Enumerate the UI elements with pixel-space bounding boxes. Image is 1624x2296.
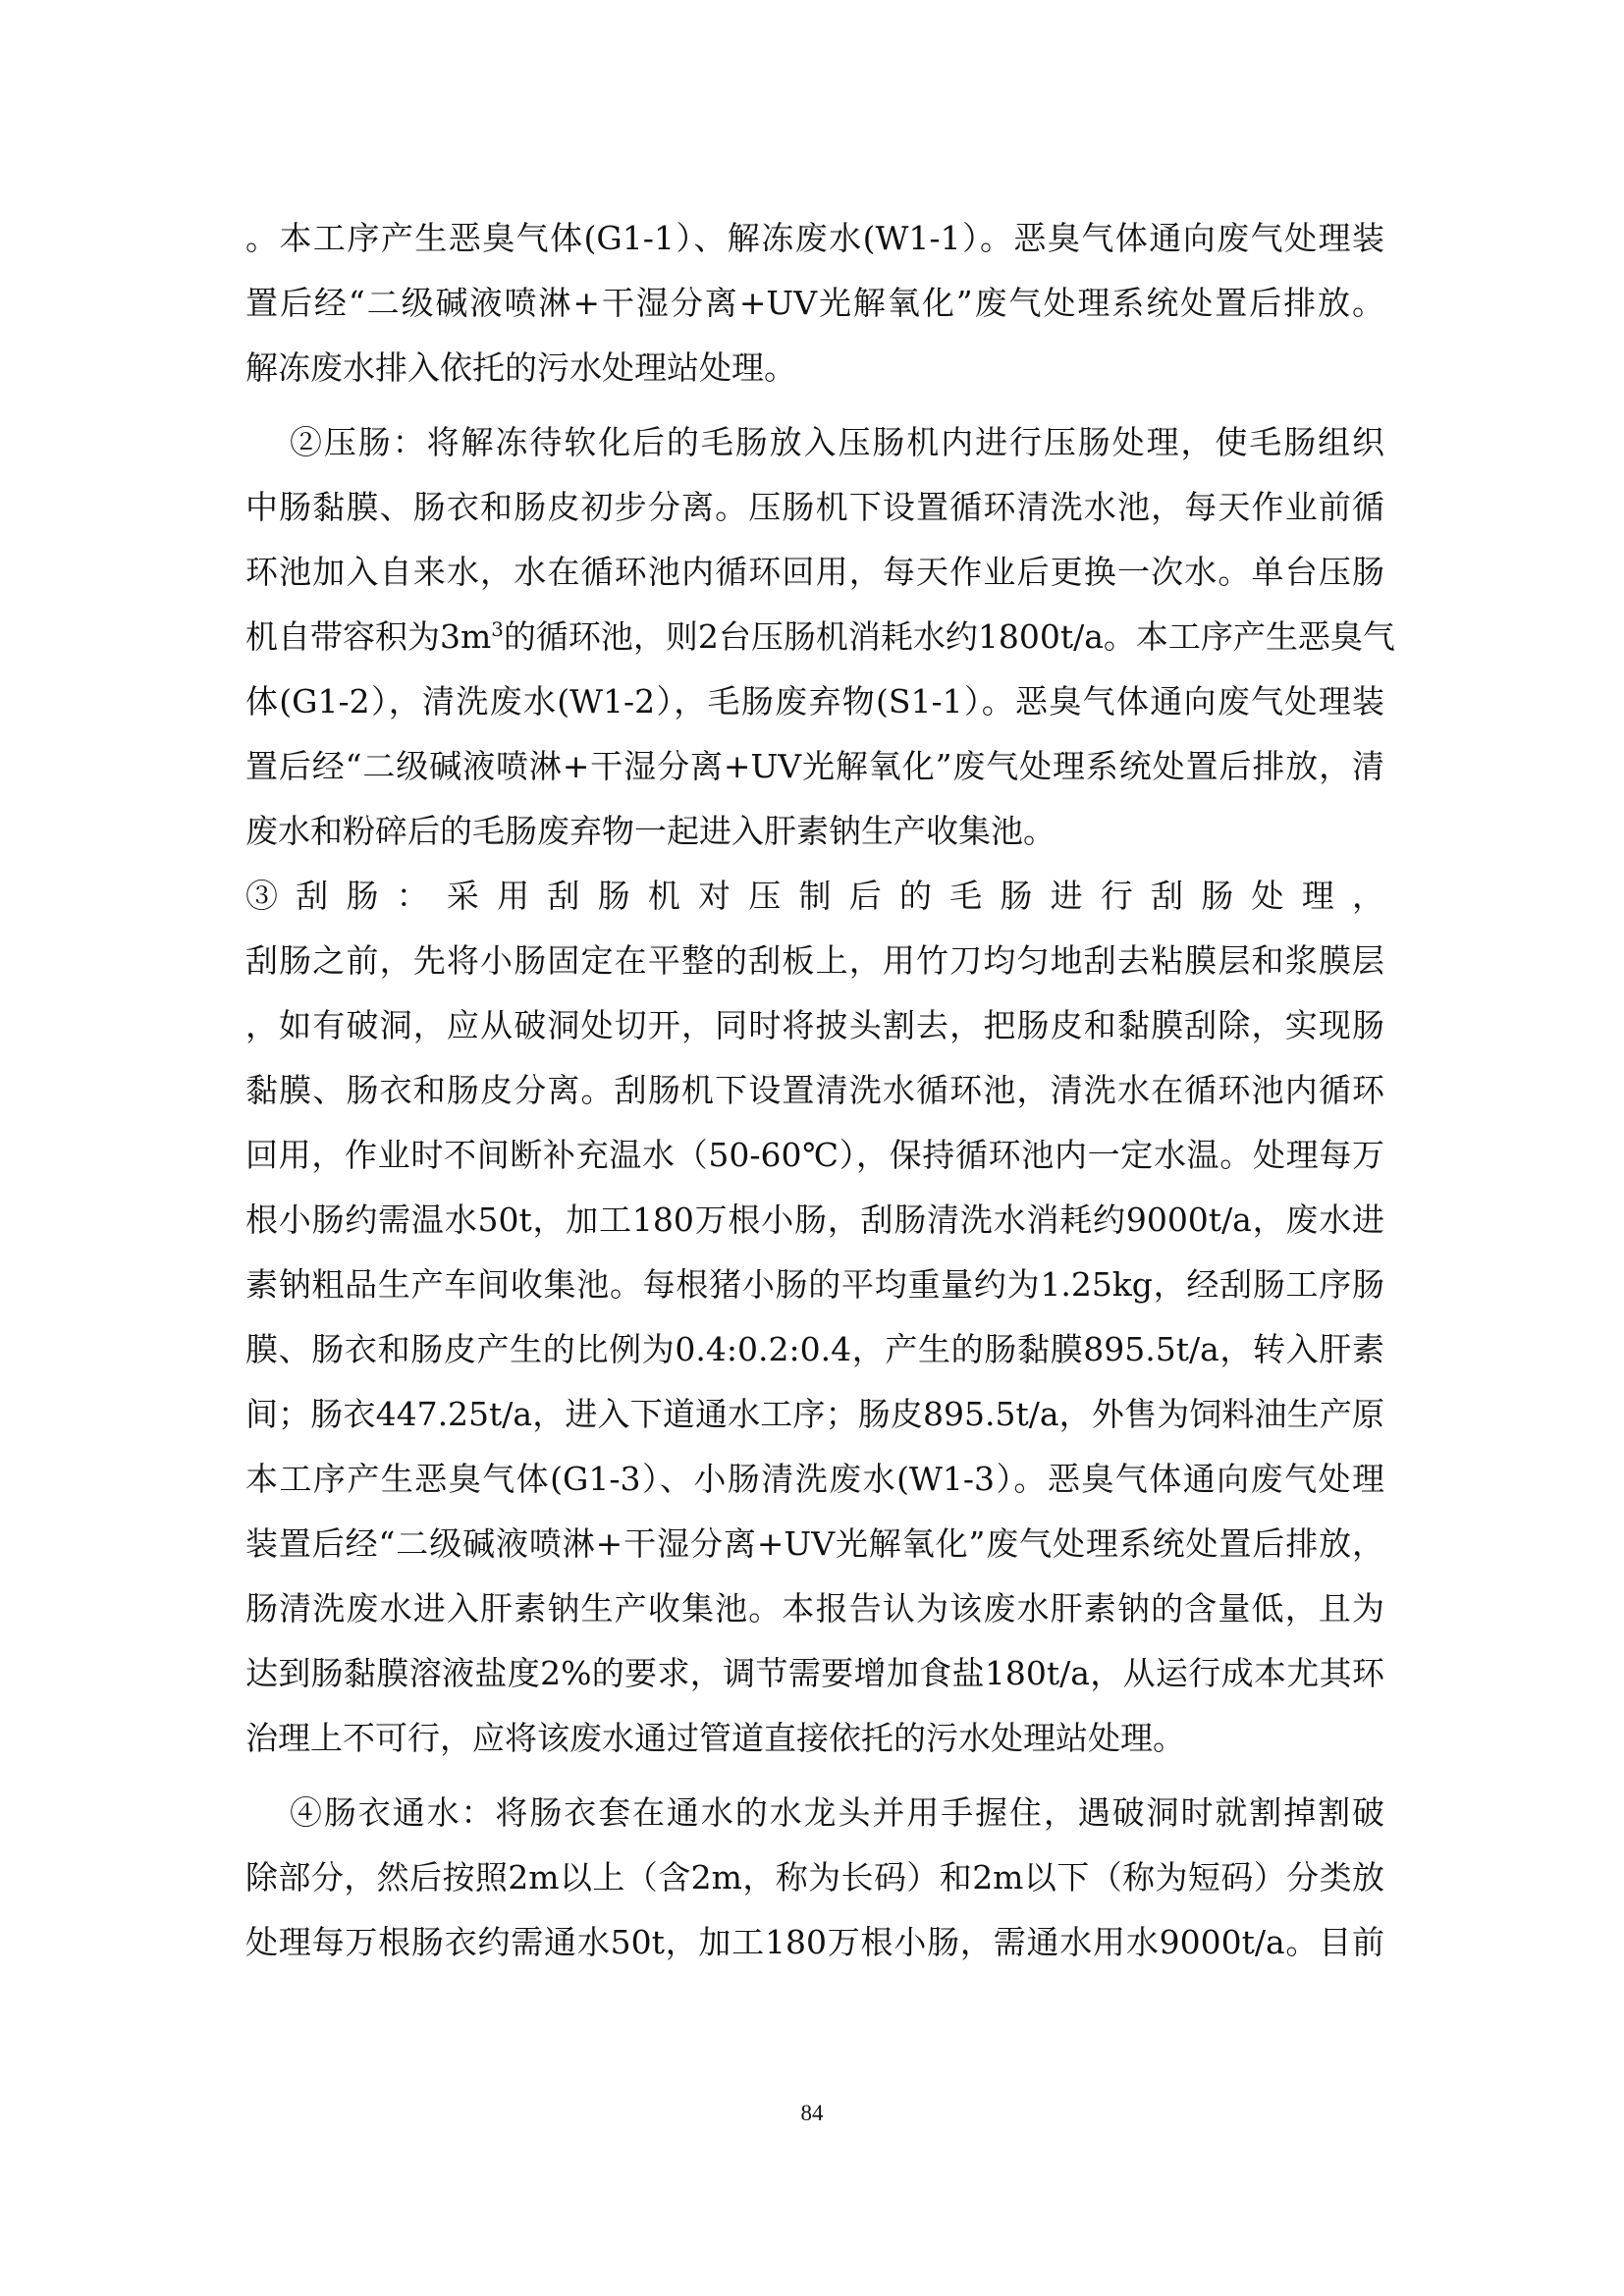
superscript-exponent: 3 bbox=[491, 618, 504, 641]
text-line-with-superscript bbox=[245, 605, 1395, 669]
text-line: 环池加入自来水，水在循环池内循环回用，每天作业后更换一次水。单台压肠 bbox=[245, 553, 1384, 591]
text-line: ，如有破洞，应从破洞处切开，同时将披头割去，把肠皮和黏膜刮除，实现肠 bbox=[245, 1006, 1384, 1044]
text-line: 装置后经“二级碱液喷淋+干湿分离+UV光解氧化”废气处理系统处置后排放， bbox=[245, 1524, 1384, 1563]
text-line: 置后经“二级碱液喷淋+干湿分离+UV光解氧化”废气处理系统处置后排放，清 bbox=[245, 747, 1384, 785]
paragraph-continued bbox=[245, 206, 1384, 400]
text-line: 置后经“二级碱液喷淋+干湿分离+UV光解氧化”废气处理系统处置后排放。 bbox=[245, 284, 1384, 322]
text-segment: 机自带容积为3m bbox=[245, 617, 492, 656]
text-line: 黏膜、肠衣和肠皮分离。刮肠机下设置清洗水循环池，清洗水在循环池内循环 bbox=[245, 1071, 1384, 1109]
page-number: 84 bbox=[800, 2101, 824, 2125]
text-line: ③ 刮 肠 ： 采 用 刮 肠 机 对 压 制 后 的 毛 肠 进 行 刮 肠 处 理 ， bbox=[245, 877, 1384, 915]
text-line: 膜、肠衣和肠皮产生的比例为0.4:0.2:0.4，产生的肠黏膜895.5t/a，转入肝素 bbox=[245, 1330, 1384, 1368]
text-line: 除部分，然后按照2m以上（含2m，称为长码）和2m以下（称为短码）分类放 bbox=[245, 1858, 1384, 1896]
paragraph-scrape-intestine bbox=[245, 864, 1384, 1771]
text-line: 处理每万根肠衣约需通水50t，加工180万根小肠，需通水用水9000t/a。目前 bbox=[245, 1923, 1384, 1961]
text-line: 间；肠衣447.25t/a，进入下道通水工序；肠皮895.5t/a，外售为饲料油生产原 bbox=[245, 1395, 1384, 1433]
text-segment: 的循环池，则2台压肠机消耗水约1800t/a。本工序产生恶臭气 bbox=[503, 617, 1395, 656]
text-line: 本工序产生恶臭气体(G1-3）、小肠清洗废水(W1-3）。恶臭气体通向废气处理 bbox=[245, 1460, 1384, 1498]
text-line: 刮肠之前，先将小肠固定在平整的刮板上，用竹刀均匀地刮去粘膜层和浆膜层 bbox=[245, 941, 1384, 980]
text-line: 治理上不可行，应将该废水通过管道直接依托的污水处理站处理。 bbox=[245, 1719, 1185, 1757]
text-line: 根小肠约需温水50t，加工180万根小肠，刮肠清洗水消耗约9000t/a，废水进 bbox=[245, 1201, 1384, 1239]
text-line: 废水和粉碎后的毛肠废弃物一起进入肝素钠生产收集池。 bbox=[245, 812, 1056, 850]
paragraph-press-intestine bbox=[245, 410, 1395, 864]
text-line: 中肠黏膜、肠衣和肠皮初步分离。压肠机下设置循环清洗水池，每天作业前循 bbox=[245, 488, 1384, 526]
paragraph-casing-flush bbox=[245, 1781, 1384, 1975]
text-line: ④肠衣通水：将肠衣套在通水的水龙头并用手握住，遇破洞时就割掉割破 bbox=[290, 1793, 1384, 1832]
text-line: 肠清洗废水进入肝素钠生产收集池。本报告认为该废水肝素钠的含量低，且为 bbox=[245, 1589, 1384, 1628]
text-line: 解冻废水排入依托的污水处理站处理。 bbox=[245, 348, 796, 387]
text-line: 素钠粗品生产车间收集池。每根猪小肠的平均重量约为1.25kg，经刮肠工序肠 bbox=[245, 1265, 1384, 1304]
text-line: ②压肠：将解冻待软化后的毛肠放入压肠机内进行压肠处理，使毛肠组织 bbox=[290, 423, 1384, 461]
document-body bbox=[245, 206, 1395, 1975]
text-line: 达到肠黏膜溶液盐度2%的要求，调节需要增加食盐180t/a，从运行成本尤其环 bbox=[245, 1654, 1384, 1692]
text-line: 。本工序产生恶臭气体(G1-1）、解冻废水(W1-1）。恶臭气体通向废气处理装 bbox=[245, 219, 1384, 257]
text-line: 体(G1-2），清洗废水(W1-2），毛肠废弃物(S1-1）。恶臭气体通向废气处理装 bbox=[245, 682, 1384, 721]
text-line: 回用，作业时不间断补充温水（50-60℃），保持循环池内一定水温。处理每万 bbox=[245, 1136, 1384, 1174]
